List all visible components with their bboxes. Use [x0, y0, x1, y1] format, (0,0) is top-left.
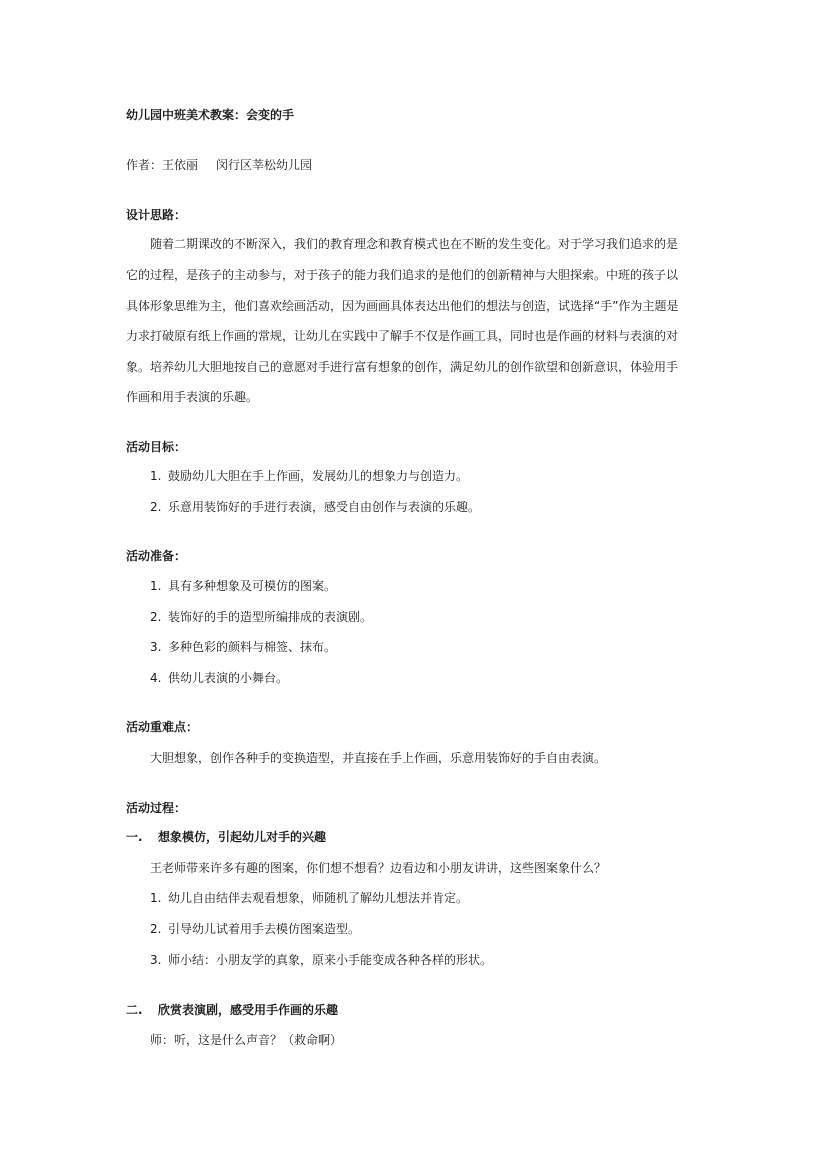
list-item-number: 1. [150, 469, 162, 483]
keypoints-text: 大胆想象，创作各种手的变换造型，并直接在手上作画，乐意用装饰好的手自由表演。 [150, 751, 607, 765]
design-paragraph-line: 随着二期课改的不断深入，我们的教育理念和教育模式也在不断的发生变化。对于学习我们追求的是 [150, 237, 679, 251]
keypoints-heading: 活动重难点： [126, 720, 199, 734]
list-item [150, 890, 468, 906]
list-item-number: 1. [150, 579, 162, 593]
prep-heading: 活动准备： [126, 549, 187, 563]
list-item-text: 供幼儿表演的小舞台。 [168, 671, 289, 685]
list-item-text: 装饰好的手的造型所编排成的表演剧。 [168, 610, 373, 624]
list-item-text: 幼儿自由结伴去观看想象，师随机了解幼儿想法并肯定。 [168, 891, 469, 905]
list-item-text: 鼓励幼儿大胆在手上作画，发展幼儿的想象力与创造力。 [168, 469, 469, 483]
goals-heading: 活动目标： [126, 440, 187, 454]
list-item-number: 2. [150, 610, 162, 624]
list-item-text: 具有多种想象及可模仿的图案。 [168, 579, 337, 593]
design-paragraph-line: 它的过程，是孩子的主动参与，对于孩子的能力我们追求的是他们的创新精神与大胆探索。中班的孩子以 [126, 268, 679, 282]
section-title: 想象模仿，引起幼儿对手的兴趣 [158, 830, 327, 844]
list-item-number: 4. [150, 671, 162, 685]
section-number: 二. [126, 1003, 143, 1017]
section-intro: 王老师带来许多有趣的图案，你们想不想看？边看边和小朋友讲讲，这些图案象什么？ [150, 861, 607, 875]
design-heading: 设计思路： [126, 208, 187, 222]
list-item [150, 639, 336, 655]
design-paragraph-line: 力求打破原有纸上作画的常规，让幼儿在实践中了解手不仅是作画工具，同时也是作画的材料与表演的对 [126, 329, 679, 343]
list-item [150, 670, 288, 686]
author-label: 作者： [126, 158, 163, 172]
list-item [150, 468, 468, 484]
list-item-number: 1. [150, 891, 162, 905]
list-item-text: 师小结：小朋友学的真象，原来小手能变成各种各样的形状。 [168, 953, 493, 967]
list-item [150, 921, 360, 937]
list-item-text: 引导幼儿试着用手去模仿图案造型。 [168, 922, 361, 936]
list-item-text: 乐意用装饰好的手进行表演，感受自由创作与表演的乐趣。 [168, 500, 481, 514]
process-heading: 活动过程： [126, 801, 187, 815]
design-paragraph-line: 作画和用手表演的乐趣。 [126, 390, 259, 404]
list-item [150, 952, 492, 968]
design-paragraph-line: 象。培养幼儿大胆地按自己的意愿对手进行富有想象的创作，满足幼儿的创作欲望和创新意识，体验用手 [126, 360, 679, 374]
list-item-number: 3. [150, 640, 162, 654]
list-item [150, 578, 336, 594]
list-item-number: 2. [150, 500, 162, 514]
document-title: 幼儿园中班美术教案：会变的手 [126, 108, 295, 122]
list-item-number: 3. [150, 953, 162, 967]
design-paragraph-line: 具体形象思维为主，他们喜欢绘画活动，因为画画具体表达出他们的想法与创造，试选择“手”作为主题是 [126, 299, 679, 313]
list-item-number: 2. [150, 922, 162, 936]
list-item [150, 499, 480, 515]
section-title: 欣赏表演剧，感受用手作画的乐趣 [158, 1003, 339, 1017]
section-number: 一. [126, 830, 143, 844]
section-heading [126, 829, 326, 845]
section-heading [126, 1002, 338, 1018]
list-item-text: 多种色彩的颜料与棉签、抹布。 [168, 640, 337, 654]
author-school: 闵行区莘松幼儿园 [216, 158, 313, 172]
author-name: 王依丽 [162, 158, 199, 172]
author-line [126, 157, 312, 173]
list-item [150, 609, 372, 625]
section-intro: 师：听，这是什么声音？（救命啊） [150, 1033, 343, 1047]
